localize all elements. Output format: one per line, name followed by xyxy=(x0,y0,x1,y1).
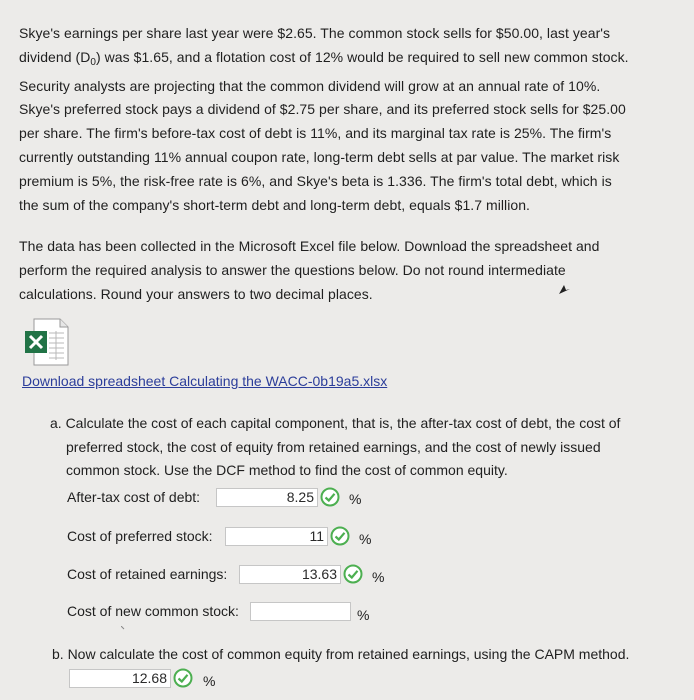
percent-sign: % xyxy=(357,607,370,623)
check-icon xyxy=(320,487,340,507)
mouse-cursor-icon xyxy=(557,283,571,297)
percent-sign: % xyxy=(372,569,385,585)
problem-line: Skye's preferred stock pays a dividend of $2.75 per share, and its preferred stock sells for $25.00 xyxy=(19,101,626,118)
instruction-line: perform the required analysis to answer the questions below. Do not round intermediate xyxy=(19,261,566,278)
question-a-line: a. Calculate the cost of each capital component, that is, the after-tax cost of debt, the cost of xyxy=(50,415,621,431)
check-icon xyxy=(330,526,350,546)
check-icon xyxy=(173,668,193,688)
capm-cost-of-equity-input[interactable]: 12.68 xyxy=(69,669,171,688)
question-a-line: common stock. Use the DCF method to find the cost of common equity. xyxy=(66,462,508,478)
question-a xyxy=(50,412,675,483)
percent-sign: % xyxy=(349,491,362,507)
cost-of-preferred-stock-input[interactable]: 11 xyxy=(225,527,328,546)
excel-file-icon[interactable] xyxy=(22,317,70,367)
subscript: 0 xyxy=(90,56,96,68)
problem-text: dividend (D xyxy=(19,48,91,65)
cost-of-new-common-stock-label: Cost of new common stock: xyxy=(67,603,239,619)
problem-line: Skye's earnings per share last year were $2.65. The common stock sells for $50.00, last year's xyxy=(19,25,611,41)
percent-sign: % xyxy=(203,673,216,689)
problem-line: currently outstanding 11% annual coupon rate, long-term debt sells at par value. The market risk xyxy=(19,148,620,165)
problem-line xyxy=(19,46,694,75)
problem-text: ) was $1.65, and a flotation cost of 12% would be required to sell new common stock. xyxy=(96,48,629,65)
check-icon xyxy=(343,564,363,584)
problem-statement xyxy=(19,22,694,217)
stray-mark xyxy=(121,626,125,630)
problem-line: Security analysts are projecting that the common dividend will grow at an annual rate of 10%. xyxy=(19,77,601,94)
instruction-line: calculations. Round your answers to two decimal places. xyxy=(19,285,373,302)
instruction-line: The data has been collected in the Microsoft Excel file below. Download the spreadsheet and xyxy=(19,238,600,254)
instructions xyxy=(19,235,694,306)
cost-of-new-common-stock-input[interactable] xyxy=(250,602,351,621)
cost-of-preferred-stock-label: Cost of preferred stock: xyxy=(67,528,213,544)
percent-sign: % xyxy=(359,531,372,547)
problem-line: the sum of the company's short-term debt and long-term debt, equals $1.7 million. xyxy=(19,196,530,213)
question-b xyxy=(52,643,672,667)
after-tax-cost-of-debt-input[interactable]: 8.25 xyxy=(216,488,318,507)
question-b-text: b. Now calculate the cost of common equity from retained earnings, using the CAPM method. xyxy=(52,646,630,662)
problem-line: per share. The firm's before-tax cost of debt is 11%, and its marginal tax rate is 25%. The firm's xyxy=(19,125,612,142)
cost-of-retained-earnings-input[interactable]: 13.63 xyxy=(239,565,341,584)
download-spreadsheet-link[interactable]: Download spreadsheet Calculating the WACC-0b19a5.xlsx xyxy=(22,373,388,389)
question-a-line: preferred stock, the cost of equity from retained earnings, and the cost of newly issued xyxy=(66,438,601,455)
problem-line: premium is 5%, the risk-free rate is 6%, and Skye's beta is 1.336. The firm's total debt, which is xyxy=(19,172,612,189)
cost-of-retained-earnings-label: Cost of retained earnings: xyxy=(67,566,228,582)
after-tax-cost-of-debt-label: After-tax cost of debt: xyxy=(67,489,201,505)
